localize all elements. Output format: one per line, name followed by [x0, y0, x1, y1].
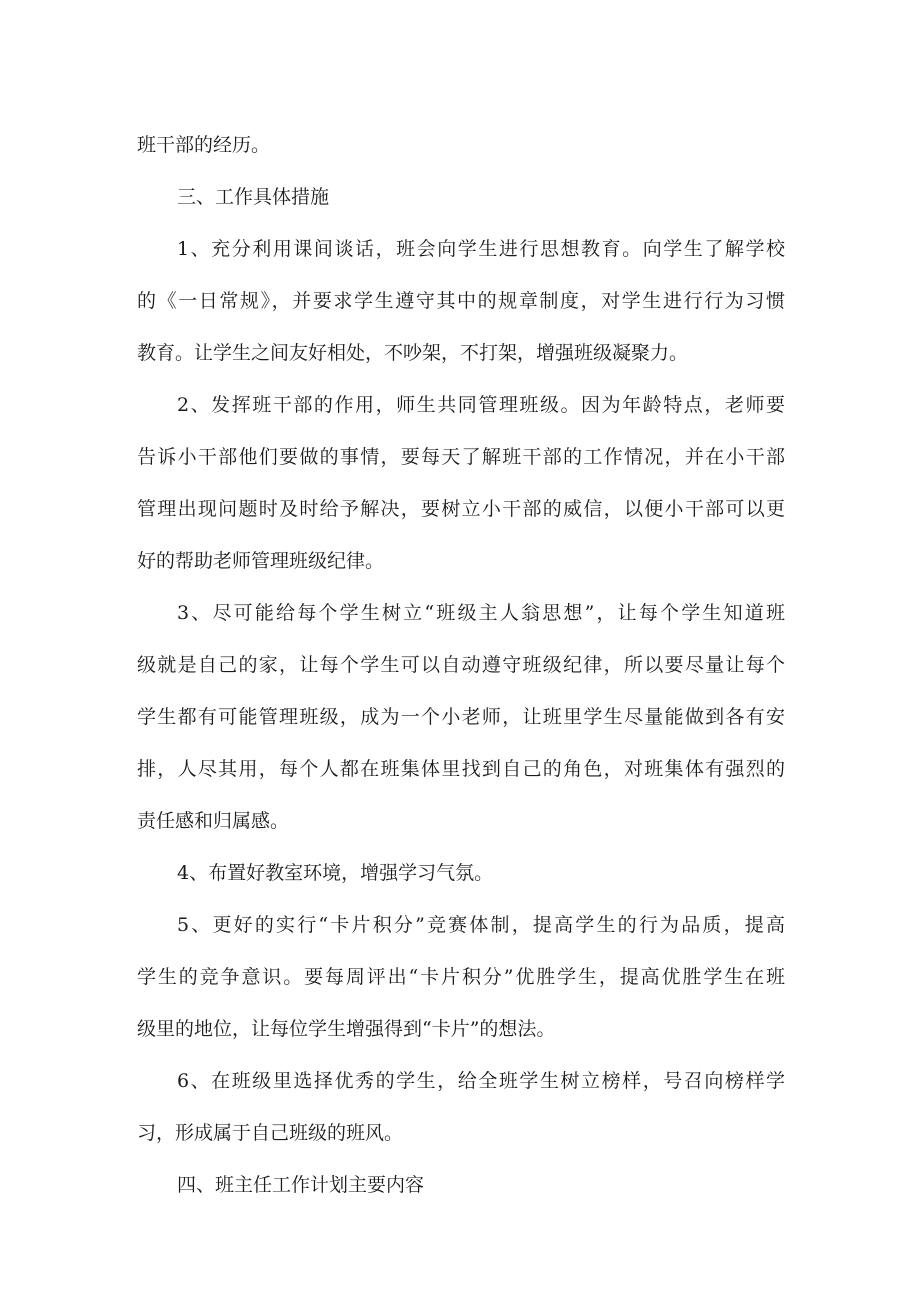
document-body [137, 119, 785, 1211]
text-line: 学生都有可能管理班级，成为一个小老师，让班里学生尽量能做到各有安 [137, 706, 785, 728]
text-line: 4、布置好教室环境，增强学习气氛。 [177, 862, 494, 884]
text-line: 班干部的经历。 [137, 134, 271, 156]
text-line: 2、发挥班干部的作用，师生共同管理班级。因为年龄特点，老师要 [177, 394, 785, 416]
text-line: 3、尽可能给每个学生树立“班级主人翁思想”，让每个学生知道班 [177, 602, 785, 624]
text-line: 管理出现问题时及时给予解决，要树立小干部的威信，以便小干部可以更 [137, 498, 785, 520]
text-line: 教育。让学生之间友好相处，不吵架，不打架，增强班级凝聚力。 [137, 342, 689, 364]
text-line: 级里的地位，让每位学生增强得到“卡片”的想法。 [137, 1018, 556, 1040]
section-heading: 四、班主任工作计划主要内容 [177, 1174, 425, 1196]
text-line: 5、更好的实行“卡片积分”竞赛体制，提高学生的行为品质，提高 [177, 914, 785, 936]
text-line: 习，形成属于自己班级的班风。 [137, 1122, 404, 1144]
text-line: 排，人尽其用，每个人都在班集体里找到自己的角色，对班集体有强烈的 [137, 758, 785, 780]
text-line: 1、充分利用课间谈话，班会向学生进行思想教育。向学生了解学校 [177, 238, 785, 260]
text-line: 告诉小干部他们要做的事情，要每天了解班干部的工作情况，并在小干部 [137, 446, 785, 468]
text-line: 的《一日常规》，并要求学生遵守其中的规章制度，对学生进行行为习惯 [137, 290, 785, 312]
text-line: 好的帮助老师管理班级纪律。 [137, 550, 385, 572]
text-line: 6、在班级里选择优秀的学生，给全班学生树立榜样，号召向榜样学 [177, 1070, 785, 1092]
text-line: 学生的竞争意识。要每周评出“卡片积分”优胜学生，提高优胜学生在班 [137, 966, 785, 988]
section-heading: 三、工作具体措施 [177, 186, 330, 208]
text-line: 责任感和归属感。 [137, 810, 290, 832]
text-line: 级就是自己的家，让每个学生可以自动遵守班级纪律，所以要尽量让每个 [137, 654, 785, 676]
